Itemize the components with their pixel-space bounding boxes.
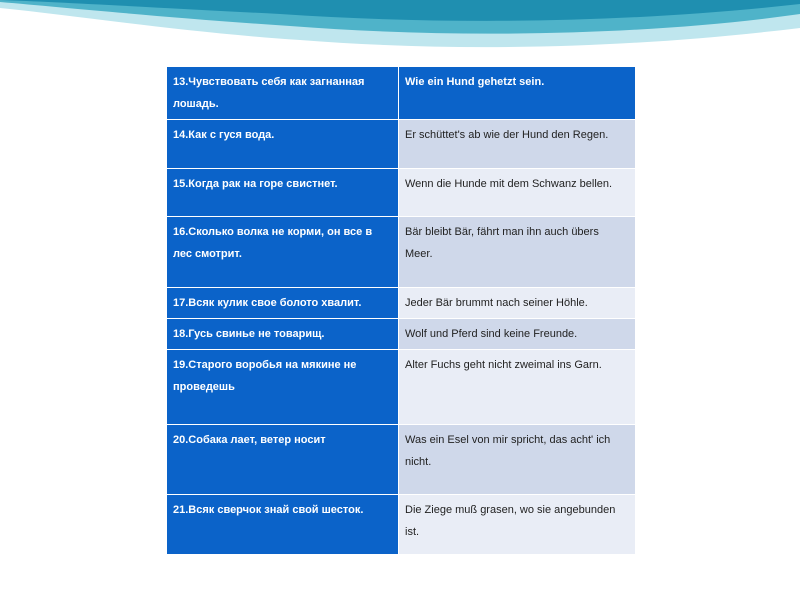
russian-proverb: 15.Когда рак на горе свистнет. [167, 169, 399, 217]
table-row [167, 350, 636, 425]
russian-proverb: 17.Всяк кулик свое болото хвалит. [167, 288, 399, 319]
german-proverb: Was ein Esel von mir spricht, das acht' ich nicht. [399, 425, 636, 495]
table-row [167, 425, 636, 495]
german-proverb: Er schüttet's ab wie der Hund den Regen. [399, 120, 636, 169]
russian-proverb: 14.Как с гуся вода. [167, 120, 399, 169]
proverbs-table [166, 66, 636, 555]
german-proverb: Wenn die Hunde mit dem Schwanz bellen. [399, 169, 636, 217]
german-proverb: Wolf und Pferd sind keine Freunde. [399, 319, 636, 350]
german-proverb: Die Ziege muß grasen, wo sie angebunden ist. [399, 495, 636, 555]
russian-proverb: 20.Собака лает, ветер носит [167, 425, 399, 495]
table-row [167, 319, 636, 350]
table-row [167, 288, 636, 319]
russian-proverb: 16.Сколько волка не корми, он все в лес смотрит. [167, 217, 399, 288]
table-row [167, 217, 636, 288]
table-row [167, 169, 636, 217]
table-row [167, 495, 636, 555]
german-proverb: Wie ein Hund gehetzt sein. [399, 67, 636, 120]
table-row [167, 67, 636, 120]
german-proverb: Alter Fuchs geht nicht zweimal ins Garn. [399, 350, 636, 425]
table-row [167, 120, 636, 169]
german-proverb: Bär bleibt Bär, fährt man ihn auch übers Meer. [399, 217, 636, 288]
german-proverb: Jeder Bär brummt nach seiner Höhle. [399, 288, 636, 319]
russian-proverb: 13.Чувствовать себя как загнанная лошадь. [167, 67, 399, 120]
russian-proverb: 19.Старого воробья на мякине не проведешь [167, 350, 399, 425]
russian-proverb: 21.Всяк сверчок знай свой шесток. [167, 495, 399, 555]
russian-proverb: 18.Гусь свинье не товарищ. [167, 319, 399, 350]
